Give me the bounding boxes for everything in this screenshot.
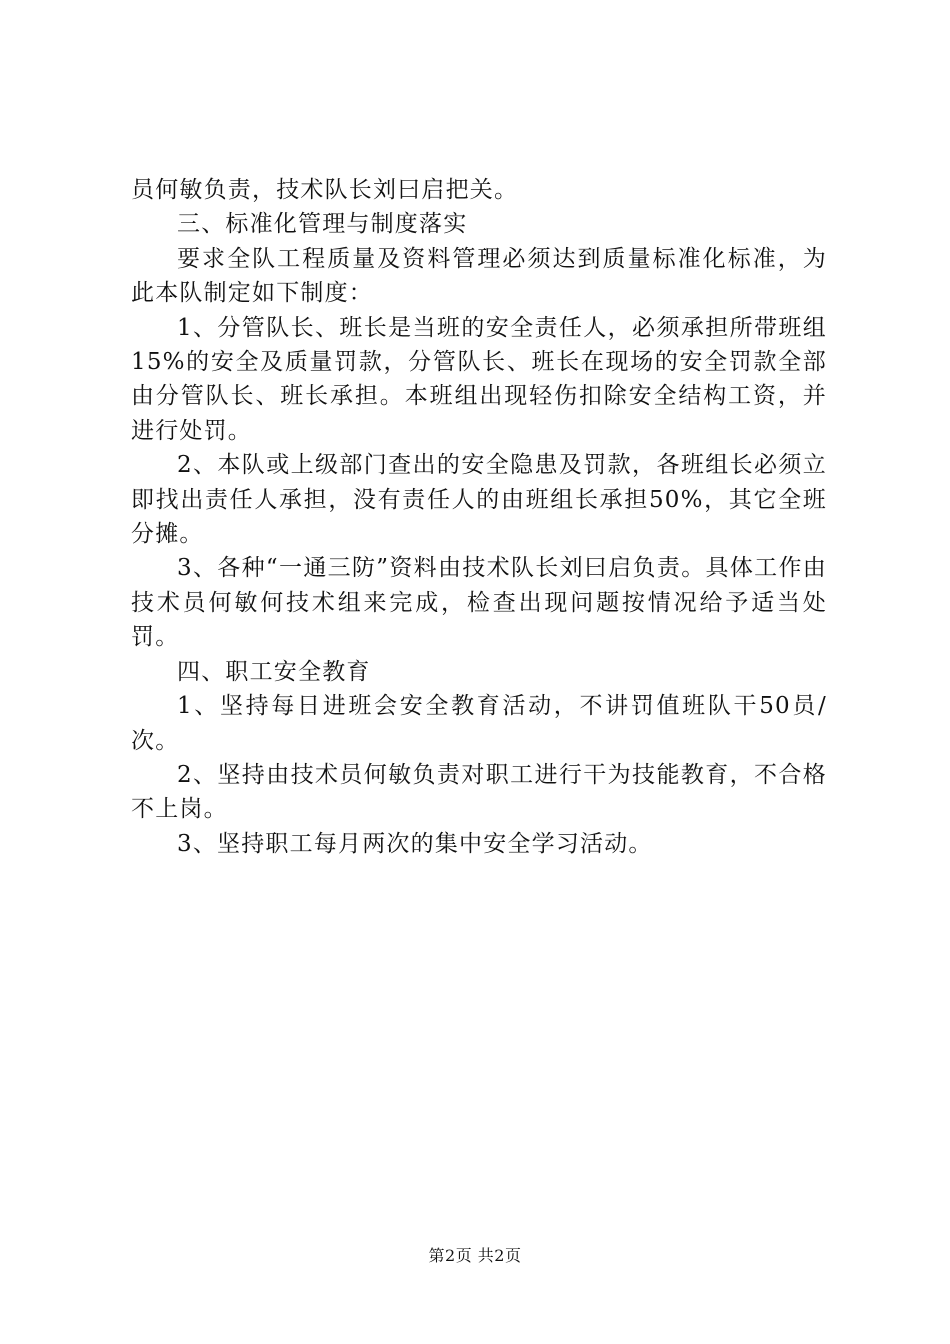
section-heading-4: 四、职工安全教育: [177, 658, 371, 685]
paragraph-intro: 要求全队工程质量及资料管理必须达到质量标准化标准，为此本队制定如下制度：: [131, 245, 827, 307]
page-number-footer: 第2页 共2页: [428, 1246, 522, 1265]
document-body: [131, 173, 827, 861]
rule-item-3: 3、各种“一通三防”资料由技术队长刘曰启负责。具体工作由技术员何敏何技术组来完成，检查出现问题按情况给予适当处罚。: [131, 555, 827, 651]
rule-item-1: 1、分管队长、班长是当班的安全责任人，必须承担所带班组15%的安全及质量罚款，分管队长、班长在现场的安全罚款全部由分管队长、班长承担。本班组出现轻伤扣除安全结构工资，并进行处罚。: [131, 314, 827, 444]
section-heading-3: 三、标准化管理与制度落实: [177, 211, 468, 238]
education-item-1: 1、坚持每日进班会安全教育活动，不讲罚值班队干50员/次。: [131, 693, 827, 754]
education-item-2: 2、坚持由技术员何敏负责对职工进行干为技能教育，不合格不上岗。: [131, 761, 827, 823]
rule-item-2: 2、本队或上级部门查出的安全隐患及罚款，各班组长必须立即找出责任人承担，没有责任人的由班组长承担50%，其它全班分摊。: [131, 452, 827, 548]
paragraph-continuation: 员何敏负责，技术队长刘曰启把关。: [131, 177, 519, 203]
education-item-3: 3、坚持职工每月两次的集中安全学习活动。: [177, 830, 653, 857]
